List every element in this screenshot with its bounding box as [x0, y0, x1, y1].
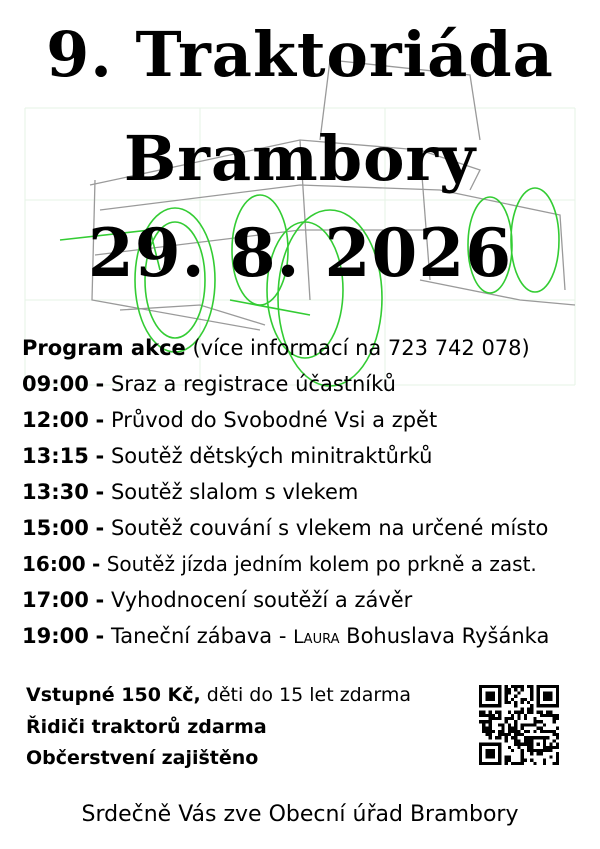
program-item: [22, 588, 412, 612]
admission-info: [26, 684, 411, 706]
program-item-dash: -: [95, 372, 105, 396]
program-item-time: 09:00: [22, 372, 89, 396]
program-heading-label: Program akce: [22, 336, 186, 360]
program-item: [22, 480, 358, 504]
program-item-text: Vyhodnocení soutěží a závěr: [110, 588, 413, 612]
program-item-time: 15:00: [22, 516, 89, 540]
program-item-dash: -: [92, 552, 101, 576]
event-date: 29. 8. 2026: [87, 214, 513, 292]
program-item-text: Sraz a registrace účastníků: [110, 372, 396, 396]
program-item: [22, 372, 396, 396]
program-item-dash: -: [95, 516, 105, 540]
program-item-text: Taneční zábava -: [110, 624, 294, 648]
program-item-text: Průvod do Svobodné Vsi a zpět: [110, 408, 438, 432]
program-item-text: Soutěž dětských minitraktůrků: [110, 444, 433, 468]
program-item: [22, 444, 432, 468]
footer-invitation: Srdečně Vás zve Obecní úřad Brambory: [81, 802, 519, 827]
program-item-time: 16:00: [22, 552, 86, 576]
program-heading: [22, 336, 530, 360]
program-item-dash: -: [95, 444, 105, 468]
program-item-dash: -: [95, 408, 105, 432]
refreshments-info: Občerstvení zajištěno: [26, 747, 259, 769]
event-title: 9. Traktoriáda: [46, 18, 554, 91]
qr-code-icon: [479, 685, 559, 765]
program-item-time: 13:15: [22, 444, 89, 468]
program-item-text: Soutěž couvání s vlekem na určené místo: [110, 516, 549, 540]
program-item-dash: -: [95, 480, 105, 504]
event-location: Brambory: [123, 122, 477, 195]
program-item-dash: -: [95, 588, 105, 612]
program-item: [22, 552, 537, 576]
admission-fee: Vstupné 150 Kč,: [26, 684, 201, 706]
program-item-time: 12:00: [22, 408, 89, 432]
program-heading-note: (více informací na 723 742 078): [192, 336, 530, 360]
program-item-time: 19:00: [22, 624, 89, 648]
program-item: [22, 516, 548, 540]
program-item-text-after: Bohuslava Ryšánka: [339, 624, 550, 648]
program-item: [22, 408, 437, 432]
drivers-info: Řidiči traktorů zdarma: [26, 716, 267, 738]
program-item-text: Soutěž slalom s vlekem: [110, 480, 359, 504]
program-item-time: 13:30: [22, 480, 89, 504]
program-item-time: 17:00: [22, 588, 89, 612]
band-name: Laura: [293, 626, 340, 648]
program-item-text: Soutěž jízda jedním kolem po prkně a zast.: [106, 552, 537, 576]
program-item-dash: -: [95, 624, 105, 648]
admission-fee-note: děti do 15 let zdarma: [200, 684, 411, 706]
program-item: [22, 624, 549, 648]
